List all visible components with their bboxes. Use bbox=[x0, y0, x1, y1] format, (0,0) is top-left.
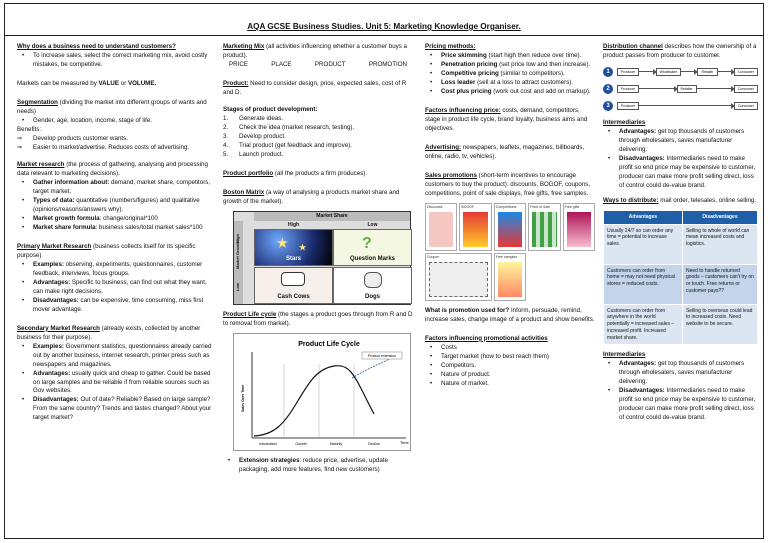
promotion-examples bbox=[425, 203, 595, 301]
plc-curve bbox=[254, 365, 374, 435]
channel-box: Retailer bbox=[697, 68, 717, 76]
plc-ylabel: Sales Over Time bbox=[241, 384, 245, 412]
channel-box: Consumer bbox=[734, 102, 758, 110]
column-1 bbox=[17, 43, 215, 429]
plc-text: (the stages a product goes through from R and D to removal from market). bbox=[223, 310, 413, 327]
advertising-heading: Advertising: bbox=[425, 143, 462, 151]
channel-row bbox=[603, 65, 758, 79]
plc-heading: Product Life cycle bbox=[223, 310, 277, 318]
measure-value: VALUE bbox=[98, 79, 120, 87]
table-row bbox=[604, 264, 758, 304]
sales-promotions-heading: Sales promotions bbox=[425, 171, 477, 179]
plc-xlabel: Time bbox=[400, 439, 409, 445]
promo-factors-section bbox=[425, 335, 595, 389]
product-heading: Product: bbox=[223, 79, 249, 87]
distribution-diagram bbox=[603, 65, 758, 113]
intermediaries-heading: Intermediaries bbox=[603, 351, 646, 359]
distribution-channel-section bbox=[603, 43, 758, 113]
matrix-side-low: Low bbox=[235, 282, 240, 291]
mr-item: • Market growth formula: change/original*100 bbox=[17, 215, 215, 224]
plc-section bbox=[223, 311, 413, 475]
segmentation-heading: Segmentation bbox=[17, 98, 58, 106]
promo-tile: Competitions bbox=[494, 203, 526, 251]
promotion-use-text: Inform, persuade, remind, increase sales, change image of a product and show benefits. bbox=[425, 306, 595, 323]
boston-heading: Boston Matrix bbox=[223, 188, 265, 196]
pricing-item: • Competitive pricing (similar to competitors). bbox=[425, 70, 595, 79]
table-header: Disadvantages bbox=[682, 210, 757, 224]
smr-item: • Advantages: usually quick and cheap to gather. Could be based on large samples and be reliable if from reliable sources such as Gov websites. bbox=[17, 370, 215, 397]
factors-price-heading: Factors influencing price: bbox=[425, 106, 501, 114]
plc-stage-label: Decline bbox=[368, 441, 380, 446]
primary-research-text: (business collects itself for its specific purpose) bbox=[17, 242, 196, 259]
sales-promotions-section bbox=[425, 172, 595, 301]
ways-text: mail order, telesales, online selling. bbox=[658, 196, 757, 204]
discount-image bbox=[429, 212, 453, 247]
mix-place: PLACE bbox=[271, 60, 292, 68]
channel-number: 3 bbox=[603, 101, 613, 111]
free-gift-image bbox=[567, 212, 591, 247]
star-icon: ★ bbox=[277, 235, 288, 250]
channel-box: Producer bbox=[617, 102, 639, 110]
channel-box: Producer bbox=[617, 85, 639, 93]
promo-tile: Discounts bbox=[425, 203, 457, 251]
measure-text: Markets can be measured by bbox=[17, 79, 99, 87]
stages-section bbox=[223, 106, 413, 160]
promo-tile: Point of Sale bbox=[528, 203, 560, 251]
secondary-research-text: (already exists, collected by another business for their purpose). bbox=[17, 324, 201, 341]
promo-factor: • Target market (how to best reach them) bbox=[425, 353, 595, 362]
pricing-item: • Cost plus pricing (work out cost and add on markup). bbox=[425, 88, 595, 97]
sales-promotions-text: (short-term incentives to encourage customers to buy the product): discounts, BOGOF, coupons, competitions, point of sale displays, free gifts, free samples. bbox=[425, 171, 591, 197]
ways-heading: Ways to distribute: bbox=[603, 196, 659, 204]
smr-item: • Examples: Government statistics, questionnaires already carried out by another business, internet research, printer press such as newspapers and magazines. bbox=[17, 343, 215, 370]
distribution-table bbox=[603, 210, 758, 346]
measure-volume: VOLUME. bbox=[127, 79, 157, 87]
matrix-dogs bbox=[333, 267, 412, 304]
cow-icon bbox=[281, 272, 305, 286]
stage-item: 3. Develop product. bbox=[223, 133, 413, 142]
matrix-low: Low bbox=[367, 221, 378, 228]
table-cell: Usually 24/7 so can order any time = potential to increase sales. bbox=[604, 224, 683, 264]
product-text: Need to consider design, price, expected sales, cost of R and D. bbox=[223, 79, 407, 96]
promo-tile: Coupon bbox=[425, 253, 492, 301]
marketing-mix-heading: Marketing Mix bbox=[223, 43, 265, 50]
market-research-heading: Market research bbox=[17, 160, 65, 168]
promotion-use-heading: What is promotion used for? bbox=[425, 306, 510, 314]
channel-box: Retailer bbox=[677, 85, 697, 93]
knowledge-organiser bbox=[4, 3, 764, 539]
plc-title: Product Life Cycle bbox=[298, 340, 360, 348]
column-4 bbox=[603, 43, 758, 429]
stage-item: 4. Trial product (get feedback and improve). bbox=[223, 142, 413, 151]
plc-extension-curve bbox=[352, 358, 392, 378]
why-item: • To increase sales, select the correct marketing mix, avoid costly mistakes, be competitive. bbox=[17, 52, 215, 70]
table-cell: Selling to whole of world can mean increased costs and logistics. bbox=[682, 224, 757, 264]
matrix-stars bbox=[254, 229, 333, 266]
market-research-section bbox=[17, 161, 215, 233]
stages-heading: Stages of product development: bbox=[223, 105, 318, 113]
qm-label: Question Marks bbox=[349, 256, 395, 263]
why-heading: Why does a business need to understand customers? bbox=[17, 43, 176, 50]
four-ps bbox=[223, 61, 413, 70]
promotion-use-section bbox=[425, 307, 595, 325]
dogs-label: Dogs bbox=[365, 294, 380, 301]
table-cell: Customers can order from home = may not need physical stores = reduced costs. bbox=[604, 264, 683, 304]
question-mark-icon: ? bbox=[362, 234, 372, 252]
channel-number: 1 bbox=[603, 67, 613, 77]
promo-tile: Free samples bbox=[494, 253, 526, 301]
page-title: AQA GCSE Business Studies. Unit 5: Marketing Knowledge Organiser. bbox=[247, 22, 521, 31]
intermediary-item: • Disadvantages: Intermediaries need to make profit so end price may be expensive to customer, producer can make more profit selling direct, loss of control could de-value brand. bbox=[603, 155, 758, 191]
pricing-item: • Loss leader (sell at a loss to attract customers). bbox=[425, 79, 595, 88]
channel-number: 2 bbox=[603, 84, 613, 94]
promo-factor: • Nature of product. bbox=[425, 371, 595, 380]
advertising-text: newspapers, leaflets, magazines, billboards, online, radio, tv, vehicles). bbox=[425, 143, 585, 160]
channel-box: Consumer bbox=[734, 85, 758, 93]
stage-item: 2. Check the idea (market research, testing). bbox=[223, 124, 413, 133]
plc-stage-label: Maturity bbox=[329, 441, 343, 446]
free-sample-image bbox=[498, 262, 522, 297]
column-2 bbox=[223, 43, 413, 481]
stage-item: 5. Launch product. bbox=[223, 151, 413, 160]
channel-row bbox=[603, 82, 758, 96]
matrix-side-label: Market Growth bbox=[235, 240, 240, 269]
table-cell: Selling to overseas could lead to increased costs. Need website to be secure. bbox=[682, 304, 757, 345]
matrix-question-marks bbox=[333, 229, 412, 266]
mix-product: PRODUCT bbox=[314, 60, 346, 68]
plc-stage-label: Growth bbox=[295, 441, 307, 446]
benefits-label: Benefits: bbox=[17, 125, 42, 133]
channel-row bbox=[603, 99, 758, 113]
segmentation-item: • Gender, age, location, income, stage of life. bbox=[17, 117, 215, 126]
promo-tile: BOGOF bbox=[459, 203, 491, 251]
table-cell: Need to handle returned goods – customers can't try on or touch. Free returns or customer pays?? bbox=[682, 264, 757, 304]
matrix-side bbox=[234, 221, 243, 304]
point-of-sale-image bbox=[532, 212, 556, 247]
market-research-text: (the process of gathering, analysing and processing data relevant to marketing decisions). bbox=[17, 160, 208, 177]
stars-label: Stars bbox=[285, 256, 301, 263]
primary-research-heading: Primary Market Research bbox=[17, 242, 92, 250]
factors-price-text: costs, demand, competitors, stage in product life cycle, brand loyalty, business aims and objectives. bbox=[425, 106, 588, 132]
competition-image bbox=[498, 212, 522, 247]
advertising-section bbox=[425, 144, 595, 162]
intermediaries-heading: Intermediaries bbox=[603, 118, 646, 126]
segmentation-section bbox=[17, 99, 215, 153]
secondary-research-heading: Secondary Market Research bbox=[17, 324, 100, 332]
coupon-image bbox=[429, 262, 488, 297]
ways-section bbox=[603, 197, 758, 345]
promo-factors-heading: Factors influencing promotional activities bbox=[425, 334, 548, 342]
mix-price: PRICE bbox=[229, 60, 248, 68]
promo-factor: • Nature of market. bbox=[425, 380, 595, 389]
plc-extension-label: Product extension bbox=[367, 353, 397, 358]
promo-tile: Free gifts bbox=[563, 203, 595, 251]
promo-factor: • Costs bbox=[425, 344, 595, 353]
star-icon: ★ bbox=[299, 242, 307, 252]
extension-item: • Extension strategies: reduce price, advertise, update packaging, add more features, find new customers) bbox=[223, 457, 413, 475]
boston-matrix bbox=[233, 211, 411, 305]
pmr-item: • Disadvantages: can be expensive, time consuming, miss first mover advantage. bbox=[17, 297, 215, 315]
intermediaries-section bbox=[603, 119, 758, 191]
portfolio-heading: Product portfolio bbox=[223, 169, 274, 177]
channel-box: Producer bbox=[617, 68, 639, 76]
pmr-item: • Advantages: Specific to business, can find out what they want, can make right decisions. bbox=[17, 279, 215, 297]
matrix-cash-cows bbox=[254, 267, 333, 304]
matrix-high: High bbox=[287, 221, 300, 228]
table-row bbox=[604, 304, 758, 345]
secondary-research-section bbox=[17, 325, 215, 424]
mr-item: • Gather information about: demand, market share, competitors, target market. bbox=[17, 179, 215, 197]
intermediary-item: • Advantages: get top thousands of customers through wholesalers, saves manufacturer delivering. bbox=[603, 360, 758, 387]
stage-item: 1. Generate ideas. bbox=[223, 115, 413, 124]
product-section bbox=[223, 80, 413, 98]
marketing-mix-section bbox=[223, 43, 413, 70]
channel-box: Wholesaler bbox=[656, 68, 682, 76]
primary-research-section bbox=[17, 243, 215, 315]
table-cell: Customers can order from anywhere in the world potentially = increased sales – increased profit. Increased market share. bbox=[604, 304, 683, 345]
table-header: Advantages bbox=[604, 210, 683, 224]
boston-section bbox=[223, 189, 413, 305]
plc-diagram bbox=[233, 333, 411, 451]
column-3 bbox=[425, 43, 595, 395]
dog-icon bbox=[364, 272, 382, 288]
pricing-section bbox=[425, 43, 595, 97]
mix-promotion: PROMOTION bbox=[368, 60, 407, 68]
market-measure bbox=[17, 80, 215, 89]
boston-text: (a way of analysing a products market share and growth of the market). bbox=[223, 188, 400, 205]
title-divider bbox=[5, 35, 763, 36]
marketing-mix-text: (all activities influencing whether a customer buys a product). bbox=[223, 43, 407, 59]
intermediary-item: • Disadvantages: Intermediaries need to make profit so end price may be expensive to customer, producer can make more profit selling direct, loss of control could de-value brand. bbox=[603, 387, 758, 423]
benefit-item: ⇒ Easier to market/advertise. Reduces costs of advertising. bbox=[17, 144, 215, 153]
plc-svg bbox=[234, 334, 412, 452]
mr-item: • Types of data: quantitative (numbers/figures) and qualitative (opinions/reasons/answers why). bbox=[17, 197, 215, 215]
matrix-side-high: High bbox=[235, 233, 240, 243]
intermediary-item: • Advantages: get top thousands of customers through wholesalers, saves manufacturer delivering. bbox=[603, 128, 758, 155]
promo-factor: • Competitors. bbox=[425, 362, 595, 371]
why-understand-section bbox=[17, 43, 215, 70]
distribution-channel-text: describes how the ownership of a product passes from producer to customer. bbox=[603, 43, 757, 59]
smr-item: • Disadvantages: Out of date? Reliable? Based on large sample? From the same country? Trends and tastes changed? About your target market? bbox=[17, 396, 215, 423]
portfolio-text: (all the products a firm produces). bbox=[273, 169, 368, 177]
cows-label: Cash Cows bbox=[277, 294, 310, 301]
benefit-item: ⇒ Develop products customer wants. bbox=[17, 135, 215, 144]
table-row bbox=[604, 224, 758, 264]
pricing-item: • Price skimming (start high then reduce over time). bbox=[425, 52, 595, 61]
distribution-channel-heading: Distribution channel bbox=[603, 43, 663, 50]
factors-price-section bbox=[425, 107, 595, 134]
pricing-item: • Penetration pricing (set price low and then increase). bbox=[425, 61, 595, 70]
portfolio-section bbox=[223, 170, 413, 179]
matrix-top-label: Market Share bbox=[254, 212, 410, 221]
segmentation-text: (dividing the market into different groups of wants and needs) bbox=[17, 98, 207, 115]
intermediaries-section-2 bbox=[603, 351, 758, 423]
plc-stage-label: Introduction bbox=[258, 441, 278, 446]
pmr-item: • Examples: observing, experiments, questionnaires, customer feedback, interviews, focus groups. bbox=[17, 261, 215, 279]
measure-or: or bbox=[119, 79, 128, 87]
bogof-image bbox=[463, 212, 487, 247]
mr-item: • Market share formula: business sales/total market sales*100 bbox=[17, 224, 215, 233]
channel-box: Consumer bbox=[734, 68, 758, 76]
pricing-heading: Pricing methods: bbox=[425, 43, 476, 50]
